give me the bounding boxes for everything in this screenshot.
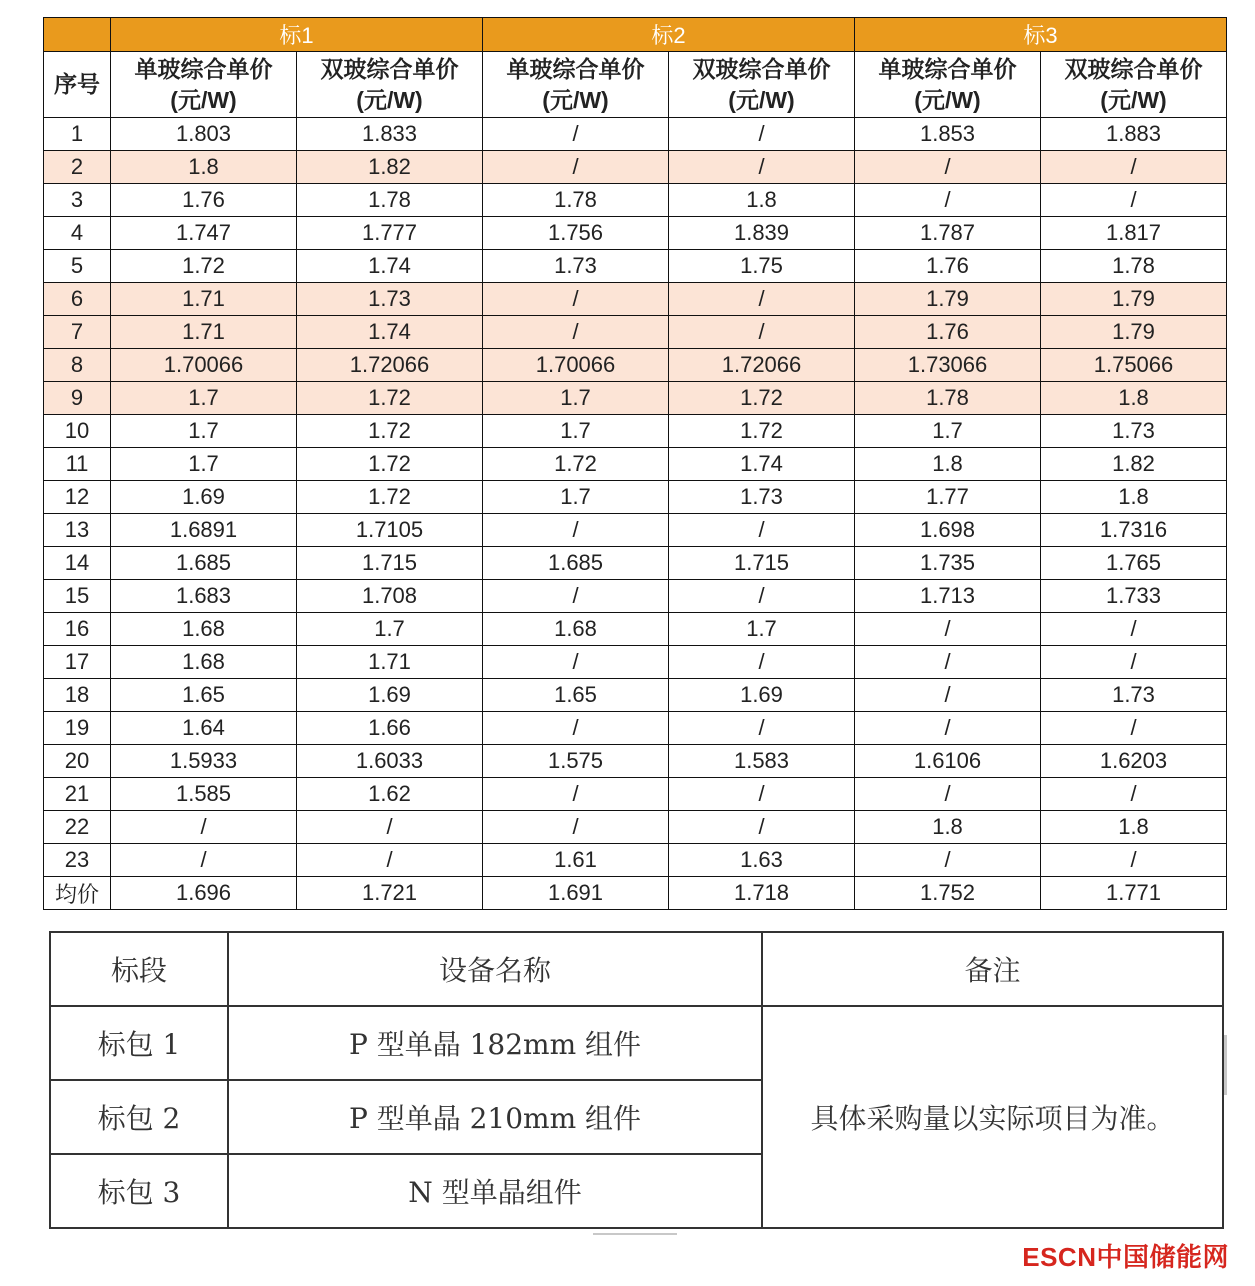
price-cell: 1.72 bbox=[297, 448, 483, 481]
row-number: 4 bbox=[44, 217, 111, 250]
column-header-unit: (元/W) bbox=[1100, 86, 1167, 113]
price-cell: 1.72 bbox=[111, 250, 297, 283]
row-number: 1 bbox=[44, 118, 111, 151]
price-cell: 1.69 bbox=[669, 679, 855, 712]
table-row bbox=[44, 646, 1227, 679]
price-cell: 1.70066 bbox=[111, 349, 297, 382]
price-cell: 1.72066 bbox=[297, 349, 483, 382]
column-header bbox=[297, 52, 483, 118]
price-cell: 1.78 bbox=[297, 184, 483, 217]
row-number: 12 bbox=[44, 481, 111, 514]
price-cell: 1.733 bbox=[1041, 580, 1227, 613]
row-number: 10 bbox=[44, 415, 111, 448]
price-cell: / bbox=[669, 646, 855, 679]
lot-header: 标段 bbox=[50, 932, 228, 1006]
price-cell: 1.78 bbox=[1041, 250, 1227, 283]
price-cell: 1.73066 bbox=[855, 349, 1041, 382]
column-header-line1: 单玻综合单价 bbox=[878, 55, 1017, 82]
row-number: 20 bbox=[44, 745, 111, 778]
column-header bbox=[483, 52, 669, 118]
price-cell: 1.63 bbox=[669, 844, 855, 877]
price-cell: 1.82 bbox=[297, 151, 483, 184]
table-row bbox=[44, 613, 1227, 646]
row-number: 8 bbox=[44, 349, 111, 382]
price-cell: / bbox=[855, 679, 1041, 712]
price-cell: 1.747 bbox=[111, 217, 297, 250]
price-cell: 1.8 bbox=[669, 184, 855, 217]
price-cell: 1.77 bbox=[855, 481, 1041, 514]
seq-header: 序号 bbox=[44, 52, 111, 118]
column-header bbox=[111, 52, 297, 118]
column-header-line1: 双玻综合单价 bbox=[692, 55, 831, 82]
price-cell: / bbox=[855, 778, 1041, 811]
lot-name: 标包 2 bbox=[50, 1080, 228, 1154]
price-cell: / bbox=[483, 316, 669, 349]
price-cell: 1.74 bbox=[297, 250, 483, 283]
table-row bbox=[44, 811, 1227, 844]
price-cell: 1.6033 bbox=[297, 745, 483, 778]
price-cell: 1.715 bbox=[297, 547, 483, 580]
price-cell: / bbox=[483, 283, 669, 316]
price-cell: 1.883 bbox=[1041, 118, 1227, 151]
price-cell: 1.73 bbox=[669, 481, 855, 514]
column-header-unit: (元/W) bbox=[170, 86, 237, 113]
price-cell: 1.72 bbox=[297, 415, 483, 448]
price-cell: 1.7 bbox=[111, 382, 297, 415]
price-cell: 1.8 bbox=[855, 811, 1041, 844]
equipment-name: P 型单晶 210mm 组件 bbox=[228, 1080, 762, 1154]
table-row bbox=[44, 349, 1227, 382]
price-cell: / bbox=[483, 712, 669, 745]
price-cell: 1.61 bbox=[483, 844, 669, 877]
row-number: 5 bbox=[44, 250, 111, 283]
price-cell: / bbox=[669, 118, 855, 151]
price-cell: 1.7 bbox=[111, 415, 297, 448]
price-cell: / bbox=[483, 151, 669, 184]
lot-header-row bbox=[50, 932, 1223, 1006]
price-cell: 1.68 bbox=[111, 613, 297, 646]
price-cell: 1.74 bbox=[297, 316, 483, 349]
row-number: 11 bbox=[44, 448, 111, 481]
average-cell: 1.721 bbox=[297, 877, 483, 910]
price-cell: / bbox=[669, 316, 855, 349]
average-cell: 1.752 bbox=[855, 877, 1041, 910]
price-cell: 1.71 bbox=[111, 283, 297, 316]
price-cell: 1.73 bbox=[297, 283, 483, 316]
price-cell: 1.78 bbox=[855, 382, 1041, 415]
price-cell: / bbox=[1041, 646, 1227, 679]
price-cell: / bbox=[1041, 778, 1227, 811]
price-cell: 1.65 bbox=[483, 679, 669, 712]
price-table-body bbox=[44, 118, 1227, 877]
group-header-3: 标3 bbox=[855, 18, 1227, 52]
lot-row bbox=[50, 1006, 1223, 1080]
remark-cell: 具体采购量以实际项目为准。 bbox=[762, 1006, 1223, 1228]
price-cell: 1.803 bbox=[111, 118, 297, 151]
price-cell: / bbox=[1041, 151, 1227, 184]
price-cell: 1.839 bbox=[669, 217, 855, 250]
column-header-line1: 双玻综合单价 bbox=[1064, 55, 1203, 82]
price-cell: 1.76 bbox=[855, 250, 1041, 283]
lot-name: 标包 3 bbox=[50, 1154, 228, 1228]
price-cell: 1.74 bbox=[669, 448, 855, 481]
price-cell: 1.715 bbox=[669, 547, 855, 580]
price-cell: 1.7316 bbox=[1041, 514, 1227, 547]
price-cell: / bbox=[669, 712, 855, 745]
price-cell: / bbox=[855, 844, 1041, 877]
price-cell: 1.72066 bbox=[669, 349, 855, 382]
price-cell: 1.69 bbox=[111, 481, 297, 514]
price-cell: 1.6891 bbox=[111, 514, 297, 547]
price-cell: 1.817 bbox=[1041, 217, 1227, 250]
price-cell: / bbox=[1041, 712, 1227, 745]
price-cell: / bbox=[297, 844, 483, 877]
row-number: 16 bbox=[44, 613, 111, 646]
table-row bbox=[44, 580, 1227, 613]
price-cell: 1.8 bbox=[1041, 382, 1227, 415]
table-row bbox=[44, 448, 1227, 481]
group-header-2: 标2 bbox=[483, 18, 855, 52]
price-cell: 1.7 bbox=[483, 481, 669, 514]
price-cell: / bbox=[111, 811, 297, 844]
price-cell: 1.78 bbox=[483, 184, 669, 217]
escn-logo bbox=[1022, 1237, 1229, 1274]
price-cell: / bbox=[483, 778, 669, 811]
price-cell: / bbox=[1041, 844, 1227, 877]
average-cell: 1.691 bbox=[483, 877, 669, 910]
price-cell: 1.8 bbox=[1041, 481, 1227, 514]
header-corner bbox=[44, 18, 111, 52]
price-cell: / bbox=[483, 514, 669, 547]
equipment-header: 设备名称 bbox=[228, 932, 762, 1006]
price-cell: 1.72 bbox=[669, 382, 855, 415]
price-cell: / bbox=[1041, 613, 1227, 646]
price-cell: 1.71 bbox=[111, 316, 297, 349]
table-row bbox=[44, 778, 1227, 811]
lot-name: 标包 1 bbox=[50, 1006, 228, 1080]
edge-mark-right bbox=[1224, 1035, 1227, 1095]
price-cell: 1.708 bbox=[297, 580, 483, 613]
price-cell: 1.69 bbox=[297, 679, 483, 712]
average-cell: 1.718 bbox=[669, 877, 855, 910]
logo-latin: ESCN bbox=[1022, 1242, 1097, 1272]
row-number: 3 bbox=[44, 184, 111, 217]
price-cell: 1.62 bbox=[297, 778, 483, 811]
price-cell: / bbox=[483, 811, 669, 844]
price-cell: 1.72 bbox=[297, 382, 483, 415]
table-row bbox=[44, 514, 1227, 547]
price-cell: / bbox=[111, 844, 297, 877]
price-cell: 1.685 bbox=[483, 547, 669, 580]
price-cell: 1.698 bbox=[855, 514, 1041, 547]
equipment-name: P 型单晶 182mm 组件 bbox=[228, 1006, 762, 1080]
table-row bbox=[44, 184, 1227, 217]
price-cell: 1.8 bbox=[111, 151, 297, 184]
average-row bbox=[44, 877, 1227, 910]
price-cell: 1.575 bbox=[483, 745, 669, 778]
price-cell: / bbox=[855, 646, 1041, 679]
price-cell: 1.585 bbox=[111, 778, 297, 811]
price-cell: 1.7 bbox=[297, 613, 483, 646]
group-header-row bbox=[44, 18, 1227, 52]
remark-header: 备注 bbox=[762, 932, 1223, 1006]
price-cell: 1.787 bbox=[855, 217, 1041, 250]
table-row bbox=[44, 118, 1227, 151]
price-cell: 1.66 bbox=[297, 712, 483, 745]
column-header-unit: (元/W) bbox=[542, 86, 609, 113]
price-cell: 1.72 bbox=[669, 415, 855, 448]
price-cell: 1.8 bbox=[1041, 811, 1227, 844]
price-table bbox=[43, 17, 1227, 910]
price-cell: / bbox=[297, 811, 483, 844]
price-cell: / bbox=[669, 811, 855, 844]
price-cell: 1.7105 bbox=[297, 514, 483, 547]
price-cell: 1.65 bbox=[111, 679, 297, 712]
price-cell: / bbox=[483, 580, 669, 613]
price-cell: 1.68 bbox=[111, 646, 297, 679]
column-header-unit: (元/W) bbox=[914, 86, 981, 113]
row-number: 19 bbox=[44, 712, 111, 745]
table-row bbox=[44, 415, 1227, 448]
average-label: 均价 bbox=[44, 877, 111, 910]
price-cell: / bbox=[855, 712, 1041, 745]
row-number: 15 bbox=[44, 580, 111, 613]
price-cell: 1.75 bbox=[669, 250, 855, 283]
column-header bbox=[855, 52, 1041, 118]
table-row bbox=[44, 283, 1227, 316]
table-row bbox=[44, 151, 1227, 184]
logo-cjk: 中国储能网 bbox=[1096, 1243, 1229, 1273]
row-number: 17 bbox=[44, 646, 111, 679]
table-row bbox=[44, 844, 1227, 877]
price-cell: 1.76 bbox=[855, 316, 1041, 349]
price-cell: 1.6203 bbox=[1041, 745, 1227, 778]
table-row bbox=[44, 316, 1227, 349]
table-row bbox=[44, 481, 1227, 514]
column-header-line1: 单玻综合单价 bbox=[134, 55, 273, 82]
column-header-unit: (元/W) bbox=[728, 86, 795, 113]
group-header-1: 标1 bbox=[111, 18, 483, 52]
price-cell: / bbox=[855, 151, 1041, 184]
equipment-name: N 型单晶组件 bbox=[228, 1154, 762, 1228]
price-cell: 1.7 bbox=[855, 415, 1041, 448]
row-number: 7 bbox=[44, 316, 111, 349]
row-number: 9 bbox=[44, 382, 111, 415]
price-cell: 1.7 bbox=[669, 613, 855, 646]
price-cell: 1.79 bbox=[1041, 316, 1227, 349]
table-row bbox=[44, 382, 1227, 415]
price-cell: 1.76 bbox=[111, 184, 297, 217]
price-cell: / bbox=[669, 514, 855, 547]
table-row bbox=[44, 679, 1227, 712]
price-cell: 1.72 bbox=[483, 448, 669, 481]
price-cell: 1.7 bbox=[111, 448, 297, 481]
price-cell: 1.5933 bbox=[111, 745, 297, 778]
column-header-line1: 单玻综合单价 bbox=[506, 55, 645, 82]
price-cell: / bbox=[669, 151, 855, 184]
price-cell: 1.73 bbox=[483, 250, 669, 283]
row-number: 18 bbox=[44, 679, 111, 712]
price-cell: 1.685 bbox=[111, 547, 297, 580]
price-cell: 1.75066 bbox=[1041, 349, 1227, 382]
row-number: 14 bbox=[44, 547, 111, 580]
price-cell: / bbox=[669, 778, 855, 811]
price-cell: 1.79 bbox=[1041, 283, 1227, 316]
price-cell: / bbox=[483, 118, 669, 151]
table-row bbox=[44, 547, 1227, 580]
price-cell: 1.683 bbox=[111, 580, 297, 613]
price-cell: 1.6106 bbox=[855, 745, 1041, 778]
price-cell: 1.73 bbox=[1041, 679, 1227, 712]
column-header-line1: 双玻综合单价 bbox=[320, 55, 459, 82]
row-number: 21 bbox=[44, 778, 111, 811]
row-number: 22 bbox=[44, 811, 111, 844]
price-cell: 1.64 bbox=[111, 712, 297, 745]
edge-mark-bottom bbox=[593, 1233, 677, 1235]
price-cell: 1.72 bbox=[297, 481, 483, 514]
price-cell: 1.79 bbox=[855, 283, 1041, 316]
table-row bbox=[44, 250, 1227, 283]
column-header bbox=[669, 52, 855, 118]
table-row bbox=[44, 745, 1227, 778]
lot-table bbox=[49, 931, 1224, 1229]
price-cell: 1.82 bbox=[1041, 448, 1227, 481]
price-cell: 1.70066 bbox=[483, 349, 669, 382]
average-cell: 1.696 bbox=[111, 877, 297, 910]
price-cell: / bbox=[483, 646, 669, 679]
row-number: 2 bbox=[44, 151, 111, 184]
table-row bbox=[44, 217, 1227, 250]
price-cell: / bbox=[855, 184, 1041, 217]
price-cell: / bbox=[855, 613, 1041, 646]
table-row bbox=[44, 712, 1227, 745]
price-cell: 1.756 bbox=[483, 217, 669, 250]
column-header bbox=[1041, 52, 1227, 118]
price-cell: 1.71 bbox=[297, 646, 483, 679]
price-cell: 1.583 bbox=[669, 745, 855, 778]
price-cell: 1.68 bbox=[483, 613, 669, 646]
price-cell: 1.7 bbox=[483, 382, 669, 415]
column-header-row bbox=[44, 52, 1227, 118]
price-cell: 1.7 bbox=[483, 415, 669, 448]
price-cell: 1.853 bbox=[855, 118, 1041, 151]
column-header-unit: (元/W) bbox=[356, 86, 423, 113]
price-cell: 1.73 bbox=[1041, 415, 1227, 448]
price-cell: / bbox=[1041, 184, 1227, 217]
price-cell: / bbox=[669, 283, 855, 316]
price-cell: / bbox=[669, 580, 855, 613]
price-cell: 1.833 bbox=[297, 118, 483, 151]
price-cell: 1.735 bbox=[855, 547, 1041, 580]
row-number: 23 bbox=[44, 844, 111, 877]
price-cell: 1.777 bbox=[297, 217, 483, 250]
price-cell: 1.765 bbox=[1041, 547, 1227, 580]
row-number: 13 bbox=[44, 514, 111, 547]
average-cell: 1.771 bbox=[1041, 877, 1227, 910]
price-cell: 1.713 bbox=[855, 580, 1041, 613]
row-number: 6 bbox=[44, 283, 111, 316]
price-cell: 1.8 bbox=[855, 448, 1041, 481]
